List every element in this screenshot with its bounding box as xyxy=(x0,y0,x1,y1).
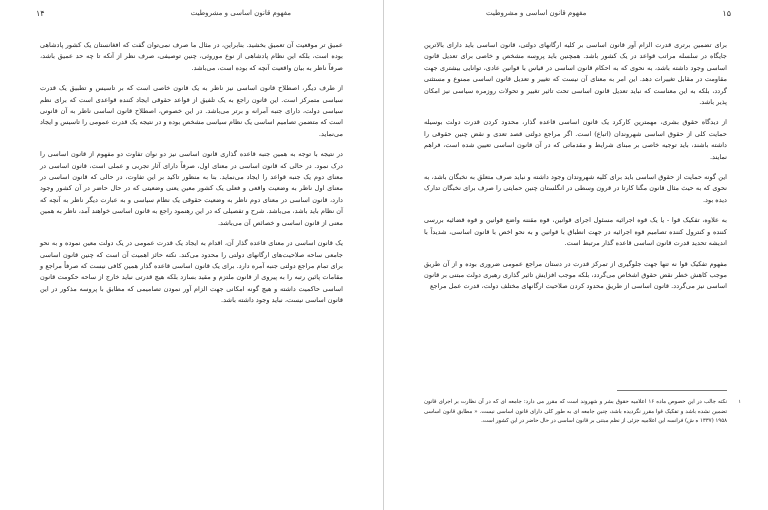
footnote xyxy=(424,398,741,427)
footnote-mark: ۱ xyxy=(738,399,741,405)
footnote-rule xyxy=(617,390,727,391)
right-page xyxy=(384,0,767,510)
right-page-body xyxy=(424,40,727,302)
left-running-title: مفهوم قانون اساسی و مشروطیت xyxy=(190,9,291,17)
left-page xyxy=(0,0,383,510)
left-page-number: ۱۴ xyxy=(36,9,45,18)
right-running-title: مفهوم قانون اساسی و مشروطیت xyxy=(486,9,587,17)
paragraph: عمیق تر موقعیت آن تعمیق بخشید. بنابراین، در مثال ما صرف نمی‌توان گفت که افغانستان یک کشور پادشاهی بوده است، بلکه این نظام پادشاهی از نوع موروثی، چنین توصیفی، صرف نظر از آنکه تا چه حد عمیق باشد، صرفاً ناظر به بیان واقعیت آنچه که بوده است، می‌باشد. xyxy=(40,41,343,72)
paragraph: مفهوم تفکیک قوا نه تنها جهت جلوگیری از تمرکز قدرت در دستان مراجع عمومی ضروری بوده و از آن طریق موجب کاهش خطر نقض حقوق اشخاص می‌گردد، بلکه موجب افزایش تاثیر گذاری رهبری دولت مبتنی بر قانون اساسی نیز می‌گردد. قانون اساسی از طریق محدود کردن صلاحیت ارگانهای مختلف دولت، قدرت عمل مراجع xyxy=(424,259,727,291)
paragraph: یک قانون اساسی در معنای قاعده گذار آن، اقدام به ایجاد یک قدرت عمومی در یک دولت معین نموده و به نحو جامعی ساحه صلاحیت‌های ارگانهای دولتی را محدود می‌کند. نکته حائز اهمیت آن است که چنین قانون اساسی برای تمام مراجع دولتی جنبه آمره دارد. برای یک قانون اساسی قاعده گذار همین کافی نیست که صرفاً مراجع و مقامات پائین رتبه را به پیروی از قانون ملتزم و مقید بسازد بلکه هیچ قدرتی نباید خارج از ساحه حکومت قانون اساسی حاکمیت داشته و هیچ گونه امکانی جهت الزام آور نمودن تصامیمی که مطابق با پروسه مذکور در این قانون اساسی نیست، نباید وجود داشته باشد. xyxy=(40,239,343,305)
footnote-text: نکته جالب در این خصوص ماده ۱۶ اعلامیه حقوق بشر و شهروند است که مقرر می دارد: جامعه ای که در آن نظارت بر اجرای قانون تضمین نشده باشد و تفکیک قوا مقرر نگردیده باشد، چنین جامعه ای به طور کلی دارای قانون اساسی نیست. « مطابق قانون اساسی ۱۹۵۸ (۱۳۳۷ ه ش) فرانسه این اعلامیه جزئی از نظم مبتنی بر قانون اساسی در حال حاضر در این کشور است. xyxy=(424,399,727,425)
right-page-header xyxy=(416,9,735,23)
paragraph: از طرف دیگر، اصطلاح قانون اساسی نیز ناظر به یک قانون خاصی است که بر تاسیس و تطبیق یک قدرت سیاسی متمرکز است. این قانون راجع به یک تلفیق از قواعد حقوقی ایجاد کننده قواعدی است که برای نظم سیاسی دولت، دارای جنبه آمرانه و برتر می‌باشد. در این خصوص، اصطلاح قانون اساسی ناظر به آن قانونی است که متضمن تصامیم اساسی یک نظام سیاسی مشخص بوده و در نتیجه یک قدرت عمومی را تاسیس و ایجاد می‌نماید. xyxy=(40,84,343,138)
paragraph: برای تضمین برتری قدرت الزام آور قانون اساسی بر کلیه ارگانهای دولتی، قانون اساسی باید دارای بالاترین جایگاه در سلسله مراتب قواعد در یک کشور باشد. همچنین باید پروسه مشخص و خاصی برای تعدیل قانون اساسی وجود داشته باشد، به نحوی که به احکام قانون اساسی در قیاس با قوانین عادی، توانایی بیشتری جهت مقاومت در مقابل تغییرات دهد. این امر به معنای آن نیست که تغییر و تعدیل قانون اساسی ممنوع و مستثنی گردد، بلکه به این معناست که نباید تعدیل قانون اساسی تحت تاثیر تغییر و تحولات روزمره سیاسی نیز امکان پذیر باشد. xyxy=(424,41,727,107)
left-page-header xyxy=(32,9,351,23)
left-page-body xyxy=(40,40,343,316)
paragraph: در نتیجه با توجه به همین جنبه قاعده گذاری قانون اساسی نیز دو نوان تفاوت دو مفهوم از قانون اساسی را درک نمود. در حالی که قانون اساسی در معنای اول، صرفاً دارای آثار تجربی و عملی است، قانون اساسی در معنای دوم یک جنبه قواعد را ایجاد می‌نماید. بنا به منظور تاکید بر این تفاوت، در حالی که قانون اساسی در معنای اول ناظر به وضعیت واقعی و فعلی یک کشور معین یعنی وضعیتی که در حال حاضر در آن کشور وجود دارد، قانون اساسی در معنای دوم ناظر به وضعیت حقوقی یک نظام سیاسی و به عبارت دیگر ناظر به آنچه که آن نظام باید باشد، می‌باشد. شرح و تفصیلی که در این رهنمود راجع به قانون اساسی خواهند آمد، ناظر به همین معنی از قانون اساسی و خصائص آن می‌باشد. xyxy=(40,150,343,227)
paragraph: این گونه حمایت از حقوق اساسی باید برای کلیه شهروندان وجود داشته و نباید صرف متعلق به نخبگان باشد، به نحوی که به حیث مثال قانون مگنا کارتا در قرون وسطی در انگلستان چنین حمایتی را صرف برای نخبگان تدارک دیده بود. xyxy=(424,173,727,204)
paragraph: از دیدگاه حقوق بشری، مهمترین کارکرد یک قانون اساسی قاعده گذار، محدود کردن قدرت دولت بوسیله حمایت کلی از حقوق اساسی شهروندان (اتباع) است. اگر مراجع دولتی قصد تعدی و نقض چنین حقوقی را داشته باشند، باید توجیه خاصی بر مبنای شرایط و مقدماتی که در آن قانون اساسی تعیین شده است، فراهم نمایند. xyxy=(424,118,727,161)
paragraph: به علاوه، تفکیک قوا - یا یک قوه اجرائیه مسئول اجرای قوانین، قوه مقننه واضع قوانین و قوه قضائیه بررسی کننده و کنترول کننده تصامیم قوه اجرائیه در جهت انطباق با قوانین و به نحو اخص با قانون اساسی، شدیداً با اندیشه تحدید قدرت قانون اساسی قاعده گذار مرتبط است. xyxy=(424,216,727,248)
right-page-number: ۱۵ xyxy=(722,9,731,18)
